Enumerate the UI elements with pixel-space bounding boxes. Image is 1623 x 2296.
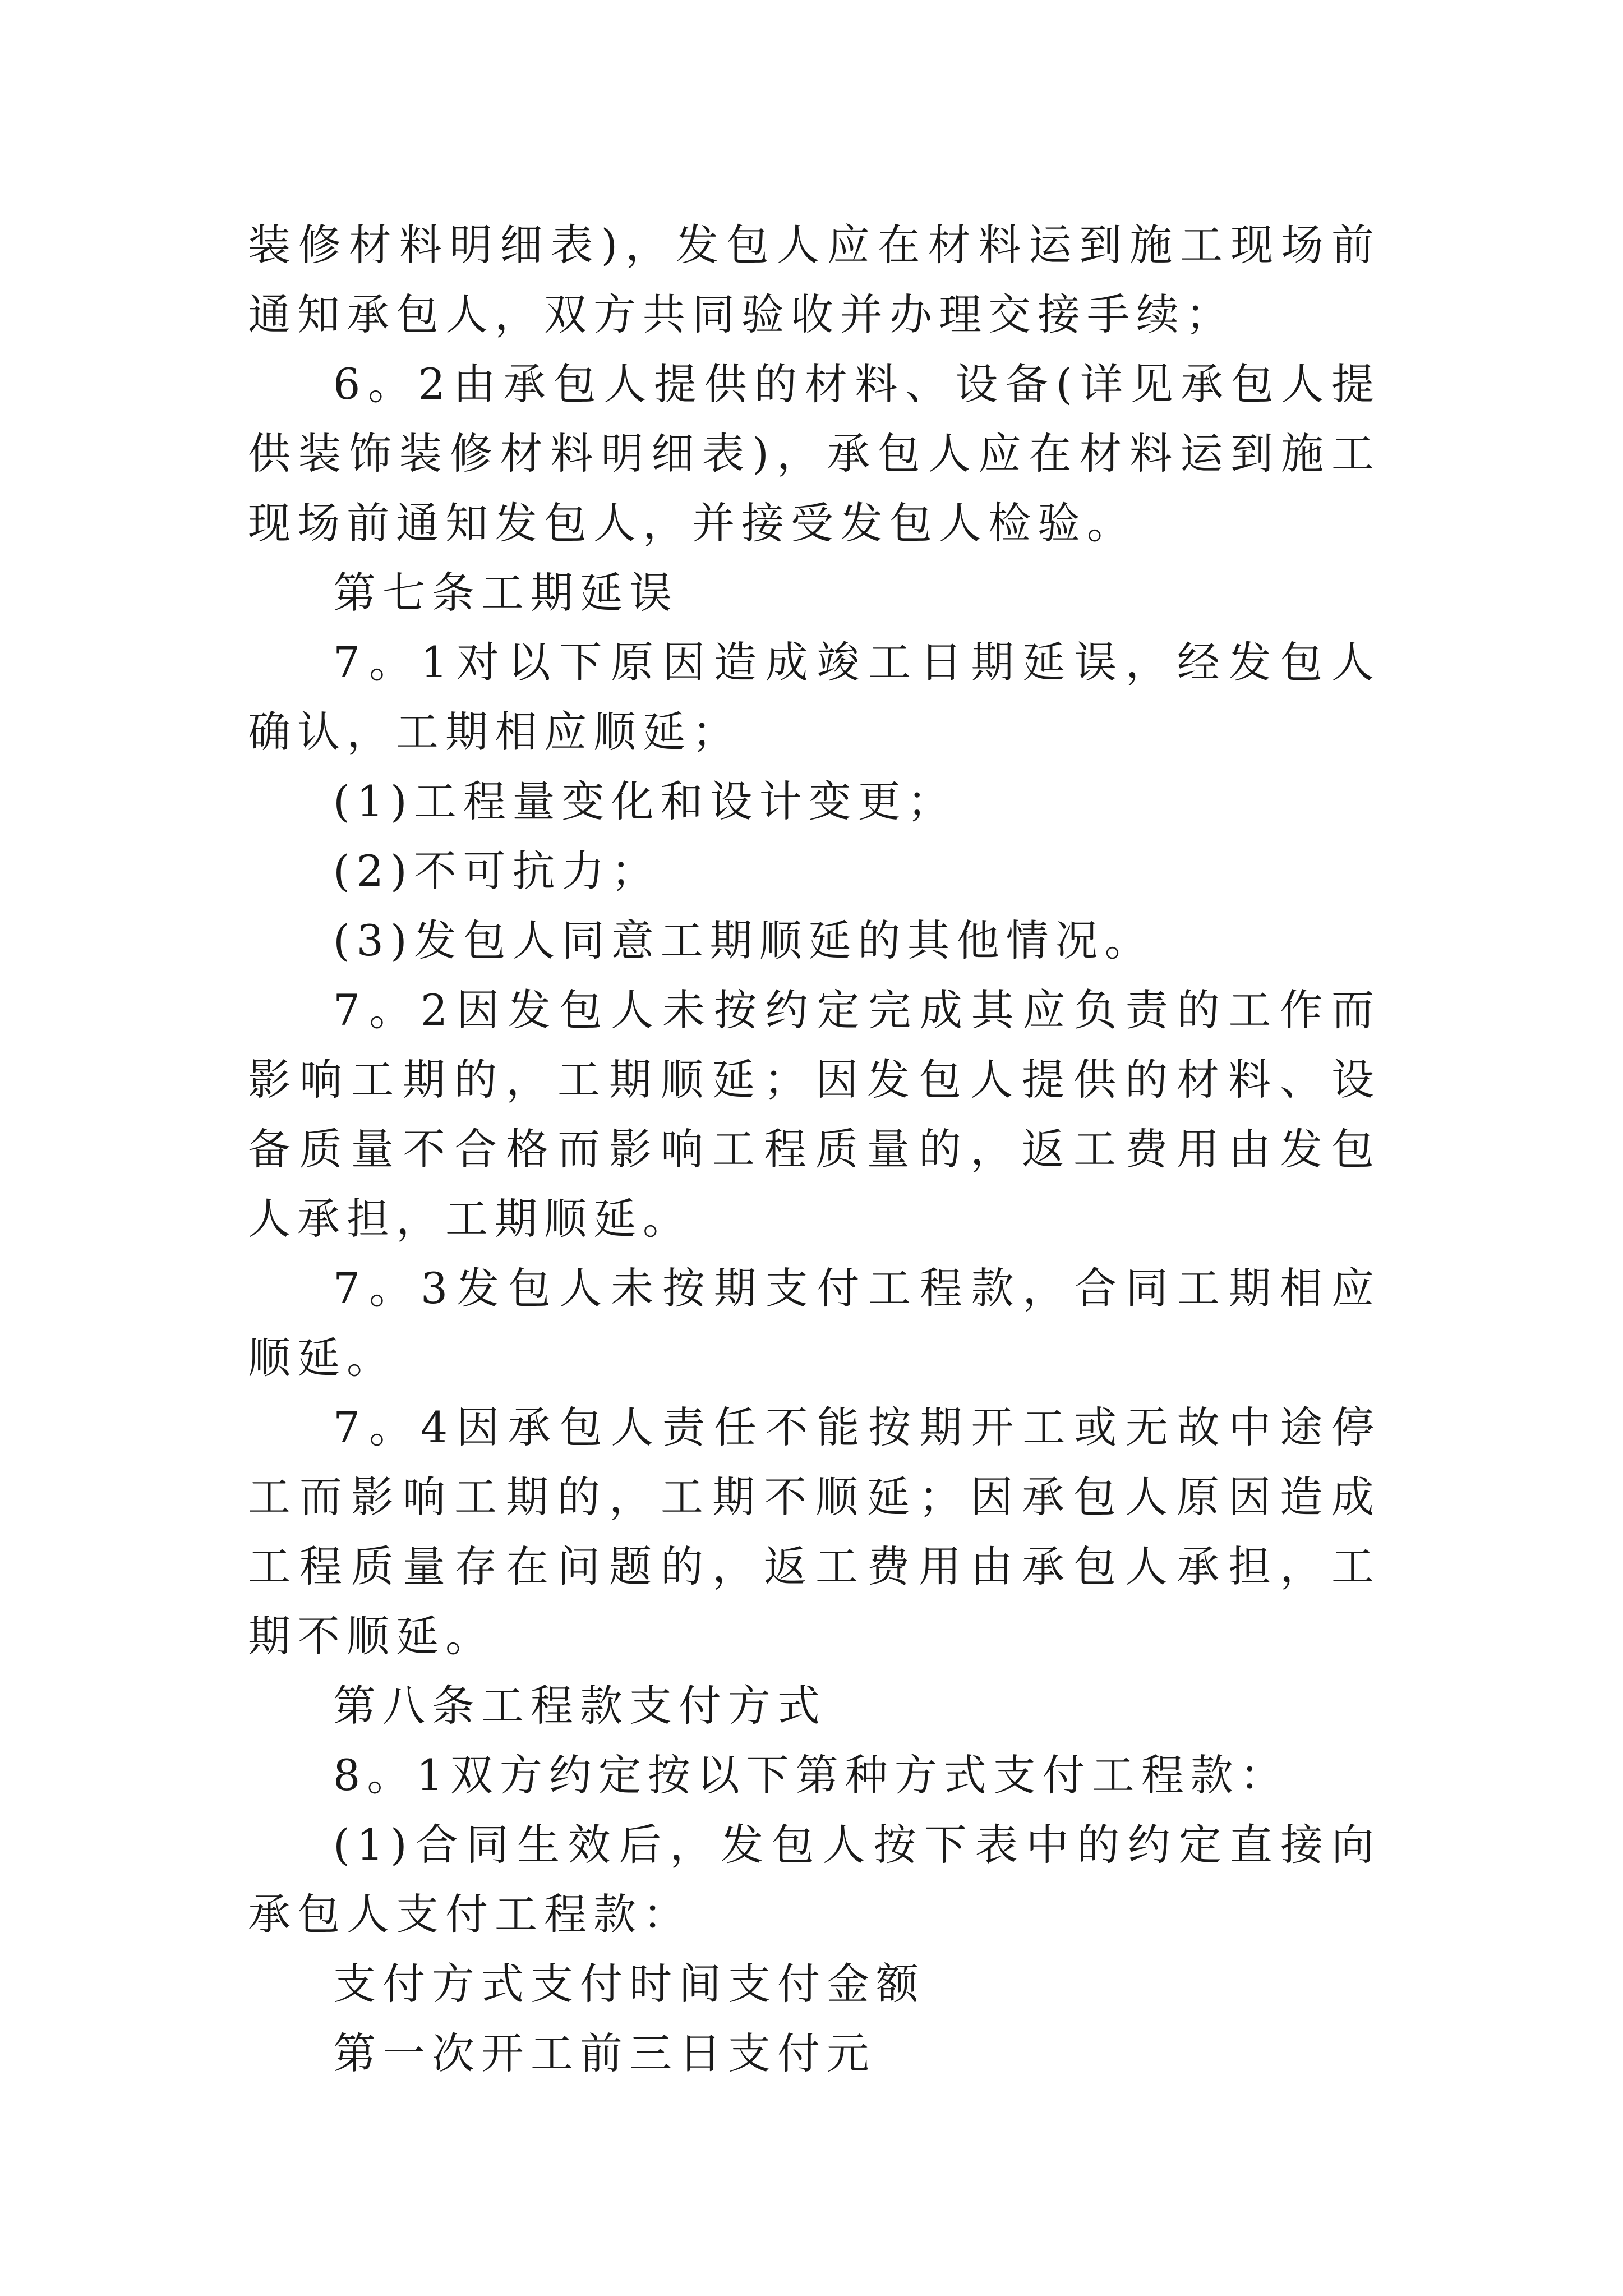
list-item-7-1-3: (3)发包人同意工期顺延的其他情况。 (333, 915, 1154, 965)
list-item-7-1-2: (2)不可抗力； (333, 846, 661, 896)
list-item-8-1-1: (1)合同生效后，发包人按下表中的约定直接向承包人支付工程款： (248, 1820, 1381, 1939)
heading-article-8: 第八条工程款支付方式 (333, 1681, 827, 1731)
heading-article-7: 第七条工期延误 (333, 568, 679, 618)
paragraph-7-3: 7。3发包人未按期支付工程款，合同工期相应顺延。 (248, 1263, 1381, 1383)
paragraph-6-2: 6。2由承包人提供的材料、设备(详见承包人提供装饰装修材料明细表)，承包人应在材料运到施工现场前通知发包人，并接受发包人检验。 (248, 359, 1381, 548)
payment-table-row-1: 第一次开工前三日支付元 (333, 2028, 876, 2078)
payment-table-header: 支付方式支付时间支付金额 (333, 1959, 925, 2009)
document-body (248, 210, 1381, 2088)
paragraph-materials-handover-cont: 装修材料明细表)，发包人应在材料运到施工现场前通知承包人，双方共同验收并办理交接手续； (248, 220, 1381, 339)
paragraph-8-1: 8。1双方约定按以下第种方式支付工程款： (333, 1750, 1289, 1800)
paragraph-7-4: 7。4因承包人责任不能按期开工或无故中途停工而影响工期的，工期不顺延；因承包人原因造成工程质量存在问题的，返工费用由承包人承担，工期不顺延。 (248, 1402, 1381, 1661)
paragraph-7-1: 7。1对以下原因造成竣工日期延误，经发包人确认，工期相应顺延； (248, 637, 1381, 757)
list-item-7-1-1: (1)工程量变化和设计变更； (333, 776, 957, 826)
paragraph-7-2: 7。2因发包人未按约定完成其应负责的工作而影响工期的，工期顺延；因发包人提供的材料、设备质量不合格而影响工程质量的，返工费用由发包人承担，工期顺延。 (248, 985, 1381, 1244)
